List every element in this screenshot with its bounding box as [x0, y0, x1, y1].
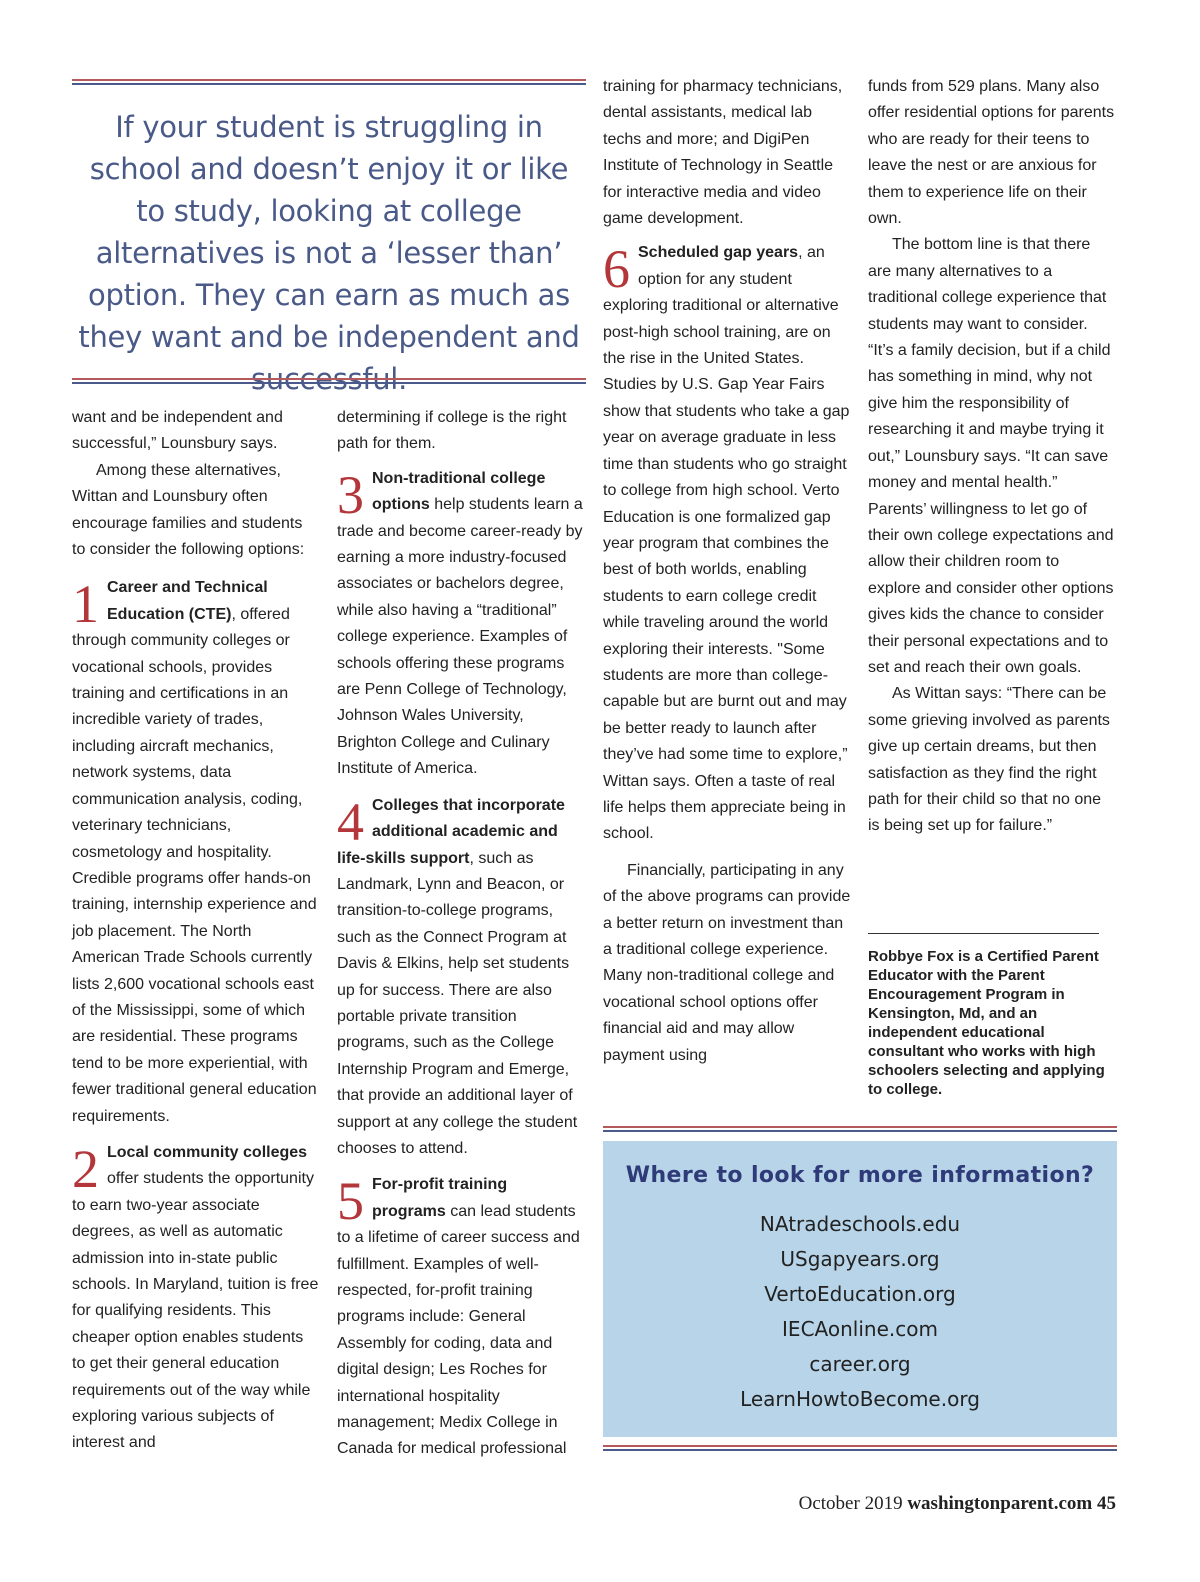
infobox-bottom-rule — [603, 1445, 1117, 1451]
paragraph: The bottom line is that there are many alternatives to a traditional college experience that students may want to consider. “It’s a family decision, but if a child has something in mind, why not give him the responsibility of researching it and maybe trying it out,” Lounsbury says. “It can save money and mental health.” Parents’ willingness to let go of their own college expectations and allow their children room to explore and consider other options gives kids the chance to consider their personal expectations and to set and reach their own goals. — [868, 236, 1114, 676]
item-number: 4 — [337, 791, 364, 852]
link-item[interactable]: USgapyears.org — [780, 1247, 940, 1271]
item-number: 3 — [337, 464, 364, 525]
infobox-top-rule — [603, 1126, 1117, 1132]
item-number: 6 — [603, 239, 630, 300]
page-number: 45 — [1097, 1493, 1116, 1514]
item-lead: For-profit training programs — [372, 1176, 508, 1220]
info-box-links — [603, 1207, 1117, 1417]
info-box-title: Where to look for more information? — [625, 1163, 1095, 1188]
list-item-4 — [337, 793, 585, 1163]
item-lead: Career and Technical Education (CTE) — [107, 579, 268, 623]
item-body: , offered through community colleges or vocational schools, provides training and certifications in an incredible variety of trades, including aircraft mechanics, network systems, data communication analysis, coding, veterinary technicians, cosmetology and hospitality. Credible programs offer hands-on training, internship experience and job placement. The North American Trade Schools currently lists 2,600 vocational schools east of the Mississippi, some of which are residential. These programs tend to be more experiential, with fewer traditional general education requirements. — [72, 605, 317, 1125]
item-number: 2 — [72, 1138, 99, 1199]
link-item[interactable]: VertoEducation.org — [764, 1282, 956, 1306]
item-body: offer students the opportunity to earn two-year associate degrees, as well as automatic admission into in-state public schools. In Maryland, tuition is free for qualifying residents. This cheaper option enables students to get their general education requirements out of the way while exploring various subjects of interest and — [72, 1170, 319, 1452]
pullquote-bottom-rule — [72, 378, 586, 384]
page-footer — [799, 1493, 1116, 1515]
paragraph: determining if college is the right path for them. — [337, 409, 567, 453]
link-item[interactable]: NAtradeschools.edu — [759, 1212, 961, 1236]
list-item-6 — [603, 240, 851, 847]
item-number: 5 — [337, 1171, 364, 1232]
list-item-1 — [72, 575, 320, 1130]
footer-site: washingtonparent.com — [907, 1493, 1093, 1514]
info-box — [603, 1141, 1117, 1437]
item-lead: Local community colleges — [107, 1143, 308, 1161]
link-item[interactable]: LearnHowtoBecome.org — [740, 1387, 980, 1411]
item-number: 1 — [72, 574, 99, 635]
item-lead: Colleges that incorporate additional academic and life-skills support — [337, 796, 565, 867]
item-body: can lead students to a lifetime of career success and fulfillment. Examples of well-respected, for-profit training programs include: General Assembly for coding, data and digital design; Les Roches for international hospitality management; Medix College in Canada for medical professional — [337, 1202, 580, 1458]
author-bio: Robbye Fox is a Certified Parent Educator with the Parent Encouragement Program in Kensington, Md, and an independent educational consultant who works with high schoolers selecting and applying to college. — [868, 948, 1105, 1098]
item-body: help students learn a trade and become career-ready by earning a more industry-focused associates or bachelors degree, while also having a “traditional” college experience. Examples of schools offering these programs are Penn College of Technology, Johnson Wales University, Brighton College and Culinary Institute of America. — [337, 496, 583, 778]
list-item-2 — [72, 1140, 320, 1457]
paragraph: funds from 529 plans. Many also offer residential options for parents who are ready for their teens to leave the nest or are anxious for them to experience life on their own. — [868, 78, 1115, 228]
paragraph: want and be independent and successful,” Lounsbury says. — [72, 409, 283, 453]
link-item[interactable]: IECAonline.com — [782, 1317, 938, 1341]
item-body: , such as Landmark, Lynn and Beacon, or transition-to-college programs, such as the Connect Program at Davis & Elkins, help set students up for success. There are also portable private transition programs, such as the College Internship Program and Emerge, that provide an additional layer of support at any college the student chooses to attend. — [337, 849, 578, 1157]
paragraph: training for pharmacy technicians, dental assistants, medical lab techs and more; and DigiPen Institute of Technology in Seattle for interactive media and video game development. — [603, 78, 843, 228]
link-item[interactable]: career.org — [809, 1352, 911, 1376]
paragraph: Financially, participating in any of the above programs can provide a better return on investment than a traditional college experience. Many non-traditional college and vocational school options offer financial aid and may allow payment using — [603, 861, 851, 1064]
item-lead: Non-traditional college options — [372, 469, 546, 514]
column-2 — [337, 405, 585, 1473]
column-4 — [868, 74, 1116, 840]
pullquote: If your student is struggling in school and doesn’t enjoy it or like to study, looking at college alternatives is not a ‘lesser than’ option. They can earn as much as they want and be independent and successful. — [78, 110, 580, 396]
footer-date: October 2019 — [798, 1493, 903, 1514]
paragraph: As Wittan says: “There can be some grieving involved as parents give up certain dreams, but then satisfaction as they find the right path for their child so that no one is being set up for failure.” — [868, 685, 1110, 835]
item-lead: Scheduled gap years — [638, 244, 799, 262]
column-3 — [603, 74, 851, 1069]
column-1 — [72, 405, 320, 1467]
list-item-3 — [337, 466, 585, 783]
pullquote-top-rule — [72, 79, 586, 85]
paragraph: Among these alternatives, Wittan and Lounsbury often encourage families and students to consider the following options: — [72, 461, 305, 559]
bio-divider — [868, 933, 1099, 934]
item-body: , an option for any student exploring traditional or alternative post-high school training, are on the rise in the United States. Studies by U.S. Gap Year Fairs show that students who take a gap year on average graduate in less time than students who go straight to college from high school. Verto Education is one formalized gap year program that combines the best of both worlds, enabling students to earn college credit while traveling around the world exploring their interests. "Some students are more than college-capable but are burnt out and may be better ready to launch after they’ve had some time to explore,” Wittan says. Often a taste of real life helps them appreciate being in school. — [603, 244, 850, 843]
list-item-5 — [337, 1172, 585, 1462]
